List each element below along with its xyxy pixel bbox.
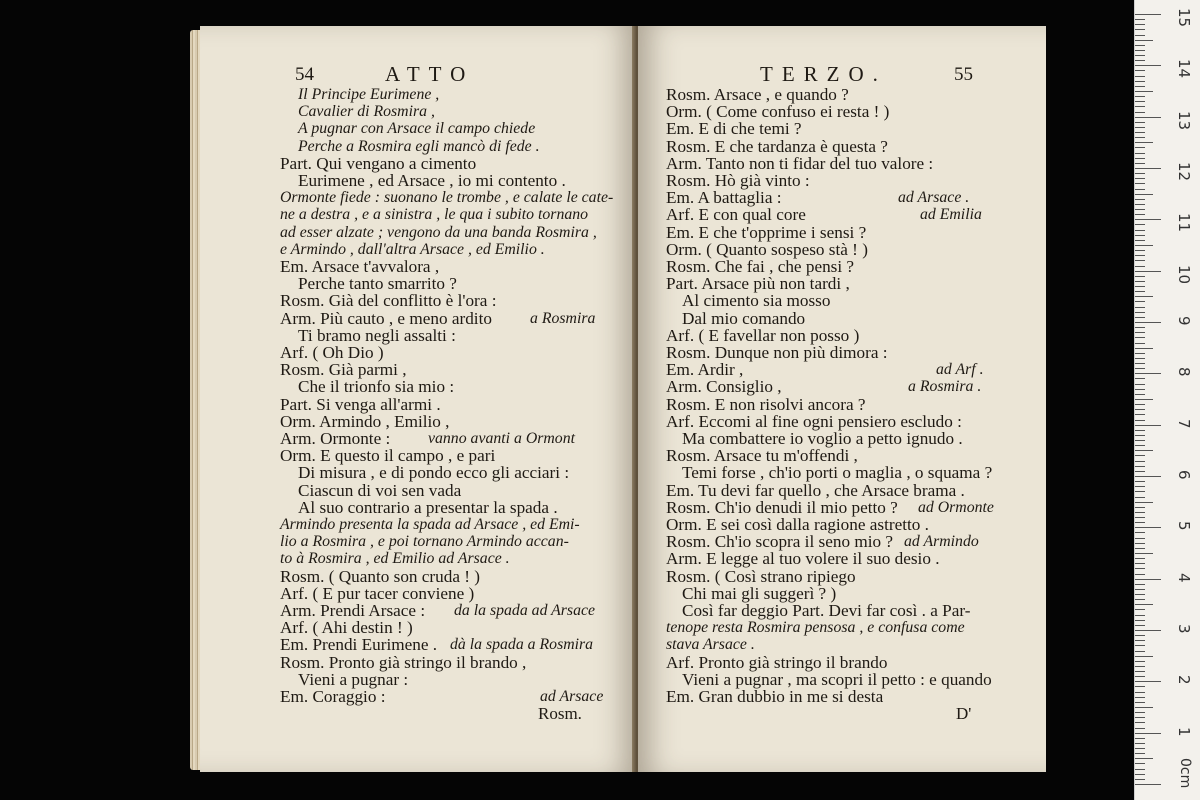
ruler-tick: [1135, 563, 1145, 564]
ruler-tick: [1135, 317, 1145, 318]
text-line: Arf. ( Ahi destin ! ): [280, 618, 413, 638]
text-line: Part. Si venga all'armi .: [280, 394, 441, 414]
ruler-tick: [1135, 620, 1145, 621]
ruler-tick: [1135, 450, 1153, 451]
ruler-tick: [1135, 60, 1145, 61]
ruler-tick: [1135, 112, 1145, 113]
text-line: lio a Rosmira , e poi tornano Armindo accan-: [280, 533, 569, 551]
ruler-number: 8: [1175, 367, 1193, 377]
text-line: Ma combattere io voglio a petto ignudo .: [682, 429, 963, 448]
ruler-tick: [1135, 312, 1145, 313]
text-line: Arm. Prendi Arsace :: [280, 601, 426, 620]
text-line: Rosm. ( Così strano ripiego: [666, 566, 856, 586]
ruler-tick: [1135, 35, 1145, 36]
ruler-tick: [1135, 353, 1145, 354]
ruler-number: 14: [1175, 59, 1193, 79]
ruler-tick: [1135, 158, 1145, 159]
ruler-number: 12: [1175, 162, 1193, 182]
ruler-tick: [1135, 712, 1145, 713]
text-line: Chi mai gli suggerì ? ): [682, 583, 837, 603]
ruler-tick: [1135, 630, 1161, 631]
ruler-tick: [1135, 307, 1145, 308]
ruler-tick: [1135, 65, 1161, 66]
ruler-tick: [1135, 127, 1145, 128]
stage-direction: a Rosmira .: [908, 378, 982, 396]
text-line: Al cimento sia mosso: [682, 291, 831, 311]
ruler-tick: [1135, 199, 1145, 200]
ruler-tick: [1135, 584, 1145, 585]
ruler-tick: [1135, 276, 1145, 277]
ruler-tick: [1135, 81, 1145, 82]
stage-direction: ad Emilia: [920, 206, 982, 224]
ruler-tick: [1135, 527, 1161, 528]
text-line: Em. Coraggio :: [280, 687, 386, 706]
ruler-tick: [1135, 230, 1145, 231]
ruler-tick: [1135, 332, 1145, 333]
ruler-tick: [1135, 204, 1145, 205]
ruler-tick: [1135, 640, 1145, 641]
text-line: Orm. E sei così dalla ragione astretto .: [666, 515, 929, 534]
text-line: Rosm. Pronto già stringo il brando ,: [280, 652, 527, 672]
ruler-tick: [1135, 50, 1145, 51]
ruler-tick: [1135, 455, 1145, 456]
text-line: Rosm. Arsace tu m'offendi ,: [666, 446, 858, 466]
left-catchword: Rosm.: [538, 704, 582, 723]
text-line: Rosm. Ch'io scopra il seno mio ?: [666, 532, 893, 552]
text-line: Arm. Più cauto , e meno ardito: [280, 308, 492, 328]
ruler-tick: [1135, 656, 1153, 657]
ruler-number: 2: [1175, 675, 1193, 685]
ruler-tick: [1135, 394, 1145, 395]
ruler-tick: [1135, 348, 1153, 349]
ruler-tick: [1135, 240, 1145, 241]
text-line: Arm. Ormonte :: [280, 429, 391, 448]
ruler-tick: [1135, 625, 1145, 626]
ruler-tick: [1135, 774, 1145, 775]
ruler-tick: [1135, 132, 1145, 133]
ruler-tick: [1135, 686, 1145, 687]
ruler-tick: [1135, 399, 1153, 400]
ruler-tick: [1135, 779, 1145, 780]
stage-direction: dà la spada a Rosmira: [450, 636, 594, 654]
ruler-tick: [1135, 250, 1145, 251]
ruler-tick: [1135, 707, 1153, 708]
ruler-number: 4: [1175, 572, 1193, 583]
ruler-tick: [1135, 522, 1145, 523]
ruler-tick: [1135, 609, 1145, 610]
ruler-tick: [1135, 19, 1145, 20]
text-line: Di misura , e di pondo ecco gli acciari :: [298, 463, 570, 483]
ruler-tick: [1135, 599, 1145, 600]
text-line: Orm. E questo il campo , e pari: [280, 446, 496, 466]
text-line: Arf. ( Oh Dio ): [280, 343, 384, 362]
ruler-number: 11: [1175, 213, 1193, 233]
text-line: Ti bramo negli assalti :: [298, 325, 456, 345]
ruler-tick: [1135, 173, 1145, 174]
text-line: to à Rosmira , ed Emilio ad Arsace .: [280, 550, 510, 568]
text-line: Em. Prendi Eurimene .: [280, 635, 438, 655]
text-line: Cavalier di Rosmira ,: [298, 103, 435, 121]
ruler-tick: [1135, 389, 1145, 390]
ruler-tick: [1135, 538, 1145, 539]
text-line: A pugnar con Arsace il campo chiede: [298, 120, 536, 138]
text-line: Em. E che t'opprime i sensi ?: [666, 222, 867, 242]
text-line: Il Principe Eurimene ,: [298, 86, 440, 103]
ruler-tick: [1135, 55, 1145, 56]
ruler-tick: [1135, 168, 1161, 169]
ruler-tick: [1135, 445, 1145, 446]
ruler-tick: [1135, 502, 1153, 503]
ruler-number: 5: [1175, 521, 1193, 531]
right-running-head: TERZO.: [760, 62, 887, 86]
text-line: Part. Qui vengano a cimento: [280, 153, 477, 173]
ruler-tick: [1135, 178, 1145, 179]
ruler-tick: [1135, 224, 1145, 225]
ruler-tick: [1135, 681, 1161, 682]
text-line: Rosm. Dunque non più dimora :: [666, 343, 888, 362]
ruler-tick: [1135, 137, 1145, 138]
ruler-tick: [1135, 363, 1145, 364]
text-line: Rosm. Arsace , e quando ?: [666, 85, 849, 104]
stage-direction: da la spada ad Arsace: [454, 602, 595, 619]
text-line: e Armindo , dall'altra Arsace , ed Emilio .: [280, 240, 545, 258]
right-catchword: D': [956, 704, 972, 723]
text-line: Arf. E con qual core: [666, 205, 806, 225]
text-line: Armindo presenta la spada ad Arsace , ed Emi-: [280, 516, 580, 533]
text-line: ne a destra , e a sinistra , le qua i subito tornano: [280, 206, 589, 224]
stage-direction: vanno avanti a Ormont: [428, 430, 575, 447]
text-line: tenope resta Rosmira pensosa , e confusa come: [666, 619, 965, 637]
right-page: [638, 26, 1046, 772]
ruler-tick: [1135, 373, 1161, 374]
ruler-tick: [1135, 414, 1145, 415]
text-line: Arm. Consiglio ,: [666, 377, 782, 397]
text-line: ad esser alzate ; vengono da una banda Rosmira ,: [280, 223, 597, 241]
ruler-tick: [1135, 717, 1145, 718]
ruler-unit-label: 0cm: [1177, 758, 1193, 789]
ruler-tick: [1135, 635, 1145, 636]
ruler-tick: [1135, 671, 1145, 672]
ruler-tick: [1135, 481, 1145, 482]
ruler-tick: [1135, 769, 1145, 770]
ruler-tick: [1135, 594, 1145, 595]
ruler-tick: [1135, 697, 1145, 698]
ruler-tick: [1135, 96, 1145, 97]
ruler-tick: [1135, 29, 1145, 30]
ruler-number: 13: [1175, 110, 1193, 130]
ruler-number: 3: [1175, 624, 1193, 634]
ruler-tick: [1135, 337, 1145, 338]
left-running-head: ATTO: [385, 62, 475, 86]
ruler-tick: [1135, 604, 1153, 605]
ruler-tick: [1135, 142, 1153, 143]
ruler-tick: [1135, 286, 1145, 287]
ruler-tick: [1135, 466, 1145, 467]
text-line: Rosm. E che tardanza è questa ?: [666, 136, 888, 156]
ruler-tick: [1135, 194, 1153, 195]
text-line: Perche a Rosmira egli mancò di fede .: [298, 137, 540, 155]
ruler-tick: [1135, 322, 1161, 323]
ruler-number: 6: [1175, 470, 1193, 480]
text-line: Arf. ( E favellar non posso ): [666, 325, 860, 345]
ruler-tick: [1135, 758, 1153, 759]
ruler-tick: [1135, 409, 1145, 410]
ruler-tick: [1135, 425, 1161, 426]
ruler-tick: [1135, 76, 1145, 77]
text-line: Rosm. Ch'io denudi il mio petto ?: [666, 497, 898, 517]
ruler-tick: [1135, 743, 1145, 744]
ruler-number: 15: [1175, 8, 1193, 28]
ruler-tick: [1135, 106, 1145, 107]
ruler-tick: [1135, 301, 1145, 302]
text-line: Che il trionfo sia mio :: [298, 377, 455, 397]
text-line: Ormonte fiede : suonano le trombe , e calate le cate-: [280, 189, 614, 207]
text-line: Vieni a pugnar , ma scopri il petto : e quando: [682, 669, 992, 689]
left-page: [200, 26, 636, 772]
measuring-ruler: [1134, 0, 1200, 800]
ruler-tick: [1135, 574, 1145, 575]
ruler-tick: [1135, 209, 1145, 210]
ruler-tick: [1135, 368, 1145, 369]
text-line: stava Arsace .: [666, 636, 755, 654]
text-line: Arf. Eccomi al fine ogni pensiero escludo :: [666, 411, 962, 431]
ruler-tick: [1135, 558, 1145, 559]
ruler-tick: [1135, 517, 1145, 518]
ruler-tick: [1135, 260, 1145, 261]
ruler-tick: [1135, 45, 1145, 46]
ruler-tick: [1135, 532, 1145, 533]
ruler-tick: [1135, 281, 1145, 282]
ruler-tick: [1135, 122, 1145, 123]
ruler-tick: [1135, 651, 1145, 652]
ruler-tick: [1135, 214, 1145, 215]
ruler-tick: [1135, 266, 1145, 267]
text-line: Arf. ( E pur tacer conviene ): [280, 583, 475, 603]
ruler-tick: [1135, 86, 1145, 87]
text-line: Rosm. Già parmi ,: [280, 360, 407, 380]
ruler-tick: [1135, 245, 1153, 246]
ruler-tick: [1135, 163, 1145, 164]
ruler-tick: [1135, 579, 1161, 580]
text-line: Ciascun di voi sen vada: [298, 480, 462, 500]
ruler-tick: [1135, 404, 1145, 405]
ruler-tick: [1135, 676, 1145, 677]
ruler-tick: [1135, 666, 1145, 667]
ruler-tick: [1135, 91, 1153, 92]
ruler-tick: [1135, 568, 1145, 569]
ruler-tick: [1135, 291, 1145, 292]
ruler-tick: [1135, 753, 1145, 754]
ruler-tick: [1135, 497, 1145, 498]
text-line: Temi forse , ch'io porti o maglia , o squama ?: [682, 463, 993, 483]
text-line: Dal mio comando: [682, 308, 806, 328]
ruler-tick: [1135, 430, 1145, 431]
ruler-tick: [1135, 255, 1145, 256]
text-line: Rosm. Hò già vinto :: [666, 171, 810, 190]
text-line: Arm. Tanto non ti fidar del tuo valore :: [666, 153, 934, 173]
text-line: Em. Gran dubbio in me si desta: [666, 687, 884, 706]
ruler-tick: [1135, 661, 1145, 662]
ruler-tick: [1135, 153, 1145, 154]
ruler-tick: [1135, 692, 1145, 693]
text-line: Rosm. E non risolvi ancora ?: [666, 394, 866, 414]
right-page-number: 55: [954, 64, 973, 85]
ruler-tick: [1135, 70, 1145, 71]
ruler-tick: [1135, 543, 1145, 544]
ruler-tick: [1135, 440, 1145, 441]
stage-direction: a Rosmira: [530, 309, 596, 327]
ruler-tick: [1135, 507, 1145, 508]
text-line: Em. E di che temi ?: [666, 119, 802, 139]
ruler-tick: [1135, 589, 1145, 590]
stage-direction: ad Arsace: [540, 688, 604, 705]
ruler-tick: [1135, 728, 1145, 729]
ruler-tick: [1135, 343, 1145, 344]
left-page-number: 54: [295, 64, 314, 85]
ruler-tick: [1135, 722, 1145, 723]
ruler-tick: [1135, 615, 1145, 616]
ruler-tick: [1135, 420, 1145, 421]
ruler-tick: [1135, 24, 1145, 25]
text-line: Part. Arsace più non tardi ,: [666, 274, 850, 294]
text-line: Orm. ( Quanto sospeso stà ! ): [666, 239, 868, 259]
ruler-tick: [1135, 189, 1145, 190]
ruler-tick: [1135, 461, 1145, 462]
ruler-tick: [1135, 733, 1161, 734]
ruler-tick: [1135, 748, 1145, 749]
ruler-tick: [1135, 738, 1145, 739]
stage-direction: ad Ormonte: [918, 498, 994, 516]
ruler-tick: [1135, 645, 1145, 646]
ruler-tick: [1135, 784, 1161, 785]
ruler-tick: [1135, 235, 1145, 236]
ruler-tick: [1135, 271, 1161, 272]
ruler-tick: [1135, 384, 1145, 385]
ruler-tick: [1135, 702, 1145, 703]
ruler-tick: [1135, 491, 1145, 492]
text-line: Em. Arsace t'avvalora ,: [280, 257, 440, 276]
ruler-tick: [1135, 327, 1145, 328]
ruler-tick: [1135, 14, 1161, 15]
ruler-tick: [1135, 101, 1145, 102]
ruler-tick: [1135, 471, 1145, 472]
text-line: Arf. Pronto già stringo il brando: [666, 652, 888, 672]
text-line: Vieni a pugnar :: [298, 669, 409, 689]
ruler-number: 1: [1175, 726, 1193, 737]
ruler-tick: [1135, 117, 1161, 118]
ruler-tick: [1135, 435, 1145, 436]
ruler-tick: [1135, 553, 1153, 554]
ruler-number: 10: [1175, 264, 1193, 284]
ruler-tick: [1135, 476, 1161, 477]
text-line: Perche tanto smarrito ?: [298, 274, 457, 294]
text-line: Rosm. ( Quanto son cruda ! ): [280, 566, 481, 586]
ruler-tick: [1135, 147, 1145, 148]
ruler-tick: [1135, 486, 1145, 487]
ruler-tick: [1135, 763, 1145, 764]
text-line: Orm. Armindo , Emilio ,: [280, 411, 450, 431]
ruler-tick: [1135, 378, 1145, 379]
ruler-tick: [1135, 219, 1161, 220]
text-line: Così far deggio Part. Devi far così . a Par-: [682, 601, 971, 620]
text-line: Em. Ardir ,: [666, 360, 744, 380]
ruler-tick: [1135, 548, 1145, 549]
stage-direction: ad Arsace .: [898, 189, 970, 207]
text-line: Em. A battaglia :: [666, 188, 782, 208]
text-line: Em. Tu devi far quello , che Arsace brama .: [666, 480, 965, 500]
ruler-tick: [1135, 183, 1145, 184]
ruler-tick: [1135, 512, 1145, 513]
stage-direction: ad Armindo: [904, 533, 979, 551]
ruler-tick: [1135, 358, 1145, 359]
ruler-number: 9: [1175, 316, 1193, 326]
text-line: Rosm. Che fai , che pensi ?: [666, 257, 855, 276]
ruler-number: 7: [1175, 418, 1193, 429]
text-line: Eurimene , ed Arsace , io mi contento .: [298, 171, 566, 190]
text-line: Al suo contrario a presentar la spada .: [298, 497, 558, 517]
ruler-tick: [1135, 296, 1153, 297]
text-line: Rosm. Già del conflitto è l'ora :: [280, 291, 497, 311]
ruler-tick: [1135, 40, 1153, 41]
stage-direction: ad Arf .: [936, 361, 984, 379]
text-line: Arm. E legge al tuo volere il suo desio .: [666, 549, 940, 569]
text-line: Orm. ( Come confuso ei resta ! ): [666, 102, 890, 122]
